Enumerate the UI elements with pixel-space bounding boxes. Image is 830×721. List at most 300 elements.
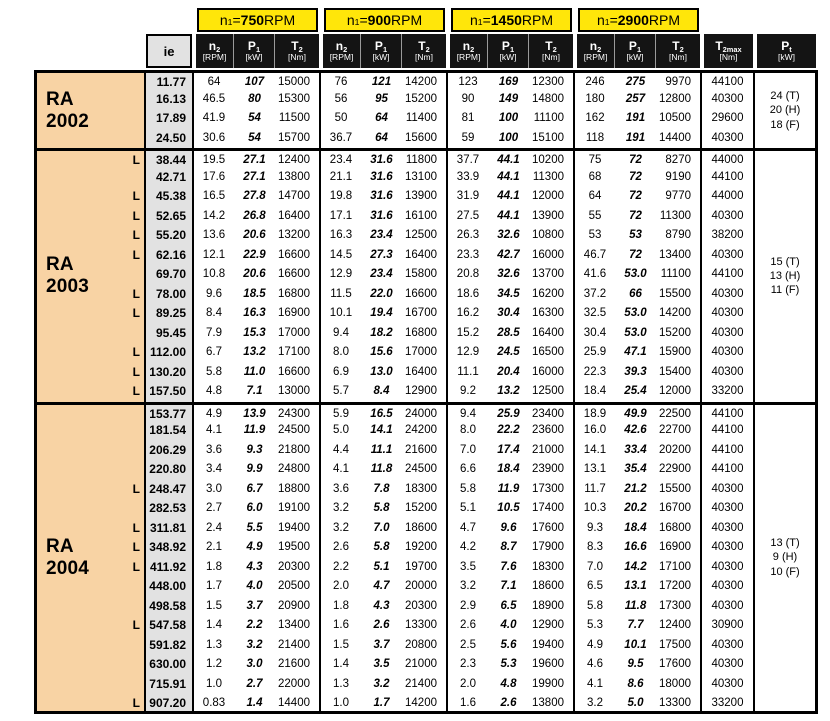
row-l-marker xyxy=(114,70,144,90)
cell-n2: 2.0 xyxy=(333,580,349,592)
cell-p1: 9.5 xyxy=(627,658,644,670)
cell-t2: 13800 xyxy=(529,694,575,714)
cell-t2: 14800 xyxy=(529,90,575,110)
row-l-marker xyxy=(114,324,144,344)
cell-t2max: 44100 xyxy=(702,441,755,461)
cell-t2: 17300 xyxy=(656,597,702,617)
cell-p1: 31.6 xyxy=(370,190,393,202)
cell-p1: 169 xyxy=(488,70,529,90)
cell-t2max: 40300 xyxy=(702,577,755,597)
cell-n2: 37.2 xyxy=(583,287,607,300)
cell-t2: 19100 xyxy=(275,499,321,519)
cell-p1: 14.2 xyxy=(624,560,647,573)
cell-t2max: 40300 xyxy=(702,655,755,675)
cell-p1: 31.6 xyxy=(370,170,393,183)
cell-t2: 10200 xyxy=(529,148,575,168)
cell-t2: 16000 xyxy=(529,363,575,383)
cell-p1: 5.3 xyxy=(500,658,517,670)
cell-p1: 5.1 xyxy=(373,560,390,573)
cell-p1: 5.0 xyxy=(615,694,656,714)
cell-t2: 15600 xyxy=(402,129,448,149)
cell-n2: 162 xyxy=(585,112,605,124)
cell-n2: 14.2 xyxy=(202,209,226,222)
cell-p1: 4.8 xyxy=(500,677,517,690)
cell-p1: 7.1 xyxy=(246,385,263,397)
cell-t2: 18900 xyxy=(529,597,575,617)
cell-n2: 31.9 xyxy=(456,190,480,202)
row-l-marker xyxy=(114,597,144,617)
row-ie-value: 498.58 xyxy=(144,597,194,617)
cell-p1: 121 xyxy=(361,70,402,90)
cell-n2: 3.2 xyxy=(575,694,615,714)
cell-p1: 11.0 xyxy=(243,365,266,378)
cell-t2: 11300 xyxy=(656,207,702,227)
cell-n2: 25.9 xyxy=(583,346,607,358)
cell-n2: 3.2 xyxy=(333,502,349,514)
cell-p1: 7.1 xyxy=(500,580,517,592)
cell-t2: 18000 xyxy=(656,675,702,695)
cell-p1: 107 xyxy=(234,70,275,90)
cell-p1: 13.1 xyxy=(624,580,647,592)
cell-n2: 7.0 xyxy=(460,443,476,456)
cell-n2: 3.2 xyxy=(460,580,476,592)
cell-t2: 17100 xyxy=(275,343,321,363)
cell-p1: 4.0 xyxy=(500,619,517,631)
cell-p1: 42.6 xyxy=(624,424,647,436)
cell-t2max: 40300 xyxy=(702,597,755,617)
cell-t2: 16500 xyxy=(529,343,575,363)
cell-p1: 13.0 xyxy=(370,365,393,378)
cell-n2: 16.0 xyxy=(583,424,607,436)
cell-p1: 11.9 xyxy=(497,482,520,495)
cell-p1: 2.6 xyxy=(488,694,529,714)
cell-p1: 44.1 xyxy=(497,190,520,202)
cell-t2: 21600 xyxy=(275,655,321,675)
row-l-marker xyxy=(114,441,144,461)
cell-n2: 1.8 xyxy=(333,599,349,612)
row-ie-value: 38.44 xyxy=(144,148,194,168)
cell-t2: 15000 xyxy=(275,70,321,90)
cell-t2: 21000 xyxy=(402,655,448,675)
row-l-marker xyxy=(114,402,144,422)
cell-p1: 47.1 xyxy=(624,346,647,358)
cell-n2: 21.1 xyxy=(329,170,353,183)
cell-t2max: 44000 xyxy=(702,187,755,207)
cell-p1: 24.5 xyxy=(497,346,520,358)
row-ie-value: 591.82 xyxy=(144,636,194,656)
cell-t2max: 30900 xyxy=(702,616,755,636)
cell-t2: 13900 xyxy=(529,207,575,227)
cell-p1: 3.2 xyxy=(373,677,390,690)
cell-n2: 3.6 xyxy=(206,443,222,456)
row-ie-value: 248.47 xyxy=(144,480,194,500)
cell-p1: 80 xyxy=(248,92,261,105)
cell-p1: 10.1 xyxy=(624,638,647,651)
cell-n2: 10.3 xyxy=(583,502,607,514)
cell-p1: 20.2 xyxy=(624,502,647,514)
cell-t2: 12400 xyxy=(275,148,321,168)
cell-p1: 15.6 xyxy=(370,346,393,358)
cell-t2: 17600 xyxy=(656,655,702,675)
cell-t2: 13900 xyxy=(402,187,448,207)
cell-n2: 5.8 xyxy=(460,482,476,495)
cell-t2max: 38200 xyxy=(702,226,755,246)
cell-p1: 7.8 xyxy=(373,482,390,495)
cell-p1: 72 xyxy=(629,170,642,183)
cell-p1: 42.7 xyxy=(497,248,520,261)
cell-n2: 2.6 xyxy=(333,541,349,553)
cell-n2: 8.3 xyxy=(587,541,603,553)
cell-n2: 9.2 xyxy=(460,385,476,397)
cell-n2: 4.7 xyxy=(460,521,476,534)
row-ie-value: 62.16 xyxy=(144,246,194,266)
cell-p1: 72 xyxy=(629,248,642,261)
cell-p1: 53.0 xyxy=(624,307,647,319)
cell-p1: 22.2 xyxy=(497,424,520,436)
cell-t2: 15500 xyxy=(656,285,702,305)
cell-t2: 18800 xyxy=(275,480,321,500)
cell-t2max: 33200 xyxy=(702,382,755,402)
speed-header-900rpm: n $_1$ = 900 RPM xyxy=(324,8,445,32)
cell-n2: 23.3 xyxy=(456,248,480,261)
cell-t2: 24000 xyxy=(402,402,448,422)
row-l-marker xyxy=(114,129,144,149)
cell-n2: 1.4 xyxy=(333,658,349,670)
cell-p1: 18.4 xyxy=(497,463,520,475)
row-l-marker: L xyxy=(114,343,144,363)
cell-n2: 10.1 xyxy=(329,307,353,319)
cell-n2: 12.9 xyxy=(329,268,353,280)
row-ie-value: 715.91 xyxy=(144,675,194,695)
cell-p1: 5.6 xyxy=(500,638,517,651)
cell-t2: 14400 xyxy=(656,129,702,149)
cell-p1: 7.6 xyxy=(500,560,517,573)
cell-p1: 2.7 xyxy=(246,677,263,690)
cell-n2: 16.2 xyxy=(456,307,480,319)
cell-t2: 15400 xyxy=(656,363,702,383)
cell-t2: 11100 xyxy=(656,265,702,285)
cell-t2: 14700 xyxy=(275,187,321,207)
cell-t2: 17000 xyxy=(402,343,448,363)
cell-t2: 16700 xyxy=(656,499,702,519)
cell-t2max: 40300 xyxy=(702,363,755,383)
cell-n2: 1.6 xyxy=(333,619,349,631)
cell-n2: 19.8 xyxy=(329,190,353,202)
cell-p1: 275 xyxy=(615,70,656,90)
cell-p1: 3.0 xyxy=(246,658,263,670)
row-ie-value: 181.54 xyxy=(144,421,194,441)
cell-p1: 13.2 xyxy=(243,346,266,358)
cell-p1: 8.7 xyxy=(500,541,517,553)
cell-p1: 16.6 xyxy=(624,541,647,553)
row-l-marker xyxy=(114,109,144,129)
row-l-marker: L xyxy=(114,694,144,714)
cell-n2: 18.4 xyxy=(583,385,607,397)
pt-note-ra-2003: 15 (T) 13 (H) 11 (F) xyxy=(755,148,818,402)
cell-t2max: 40300 xyxy=(702,246,755,266)
cell-n2: 64 xyxy=(588,190,602,202)
cell-p1: 3.2 xyxy=(246,638,263,651)
cell-t2: 13000 xyxy=(275,382,321,402)
cell-p1: 25.4 xyxy=(624,385,647,397)
row-ie-value: 45.38 xyxy=(144,187,194,207)
cell-p1: 16.5 xyxy=(361,402,402,422)
cell-n2: 1.5 xyxy=(206,599,222,612)
cell-n2: 1.3 xyxy=(333,677,349,690)
row-ie-value: 95.45 xyxy=(144,324,194,344)
cell-t2: 20300 xyxy=(402,597,448,617)
cell-t2max: 44100 xyxy=(702,460,755,480)
cell-t2: 17900 xyxy=(529,538,575,558)
model-label-ra-2003: RA 2003 xyxy=(34,148,114,402)
row-l-marker: L xyxy=(114,558,144,578)
cell-t2: 16400 xyxy=(402,246,448,266)
cell-t2: 13300 xyxy=(656,694,702,714)
cell-t2: 20900 xyxy=(275,597,321,617)
col-header-n2: $n_2$ [RPM] xyxy=(450,34,488,68)
cell-n2: 3.5 xyxy=(460,560,476,573)
cell-t2: 13700 xyxy=(529,265,575,285)
row-l-marker xyxy=(114,168,144,188)
cell-n2: 55 xyxy=(588,209,602,222)
cell-n2: 76 xyxy=(321,70,361,90)
cell-p1: 17.4 xyxy=(497,443,520,456)
cell-n2: 18.9 xyxy=(575,402,615,422)
row-ie-value: 411.92 xyxy=(144,558,194,578)
speed-header-1450rpm: n $_1$ = 1450 RPM xyxy=(451,8,572,32)
cell-p1: 72 xyxy=(629,209,642,222)
cell-t2: 16300 xyxy=(529,304,575,324)
row-ie-value: 112.00 xyxy=(144,343,194,363)
cell-n2: 1.4 xyxy=(206,619,222,631)
cell-p1: 8.6 xyxy=(627,677,644,690)
cell-p1: 19.4 xyxy=(370,307,393,319)
cell-n2: 17.1 xyxy=(329,209,353,222)
col-header-t2max: $T_{2max}$ [Nm] xyxy=(704,34,753,68)
cell-t2: 15700 xyxy=(275,129,321,149)
cell-t2: 16600 xyxy=(275,246,321,266)
cell-t2: 17300 xyxy=(529,480,575,500)
cell-t2: 17200 xyxy=(656,577,702,597)
cell-n2: 46.5 xyxy=(202,92,226,105)
row-ie-value: 16.13 xyxy=(144,90,194,110)
cell-t2: 14200 xyxy=(656,304,702,324)
cell-t2: 24500 xyxy=(402,460,448,480)
cell-n2: 4.1 xyxy=(206,424,222,436)
cell-n2: 16.5 xyxy=(202,190,226,202)
cell-t2max: 44100 xyxy=(702,168,755,188)
row-ie-value: 89.25 xyxy=(144,304,194,324)
cell-t2: 11100 xyxy=(529,109,575,129)
cell-t2: 21600 xyxy=(402,441,448,461)
cell-n2: 4.2 xyxy=(460,541,476,553)
row-l-marker xyxy=(114,460,144,480)
cell-t2: 16600 xyxy=(275,265,321,285)
cell-n2: 12.9 xyxy=(456,346,480,358)
cell-p1: 23.4 xyxy=(370,268,393,280)
cell-t2max: 44000 xyxy=(702,148,755,168)
cell-t2: 11400 xyxy=(402,109,448,129)
cell-p1: 9.3 xyxy=(246,443,263,456)
row-l-marker: L xyxy=(114,207,144,227)
cell-t2max: 40300 xyxy=(702,90,755,110)
cell-t2max: 40300 xyxy=(702,675,755,695)
cell-n2: 12.1 xyxy=(202,248,226,261)
cell-t2: 13800 xyxy=(275,168,321,188)
cell-p1: 9.9 xyxy=(246,463,263,475)
cell-p1: 49.9 xyxy=(615,402,656,422)
row-l-marker xyxy=(114,265,144,285)
cell-p1: 31.6 xyxy=(370,209,393,222)
cell-n2: 33.9 xyxy=(456,170,480,183)
cell-p1: 26.8 xyxy=(243,209,266,222)
cell-t2: 21400 xyxy=(402,675,448,695)
cell-t2: 9190 xyxy=(656,168,702,188)
cell-t2max: 40300 xyxy=(702,538,755,558)
row-l-marker: L xyxy=(114,226,144,246)
cell-t2: 22000 xyxy=(275,675,321,695)
cell-t2: 18600 xyxy=(529,577,575,597)
cell-p1: 18.4 xyxy=(624,521,647,534)
cell-p1: 5.8 xyxy=(373,502,390,514)
cell-t2: 19900 xyxy=(529,675,575,695)
cell-t2: 17100 xyxy=(656,558,702,578)
cell-p1: 72 xyxy=(615,148,656,168)
cell-n2: 9.4 xyxy=(333,326,349,339)
cell-t2: 17600 xyxy=(529,519,575,539)
model-label-ra-2002: RA 2002 xyxy=(34,70,114,148)
cell-p1: 5.5 xyxy=(246,521,263,534)
cell-n2: 4.4 xyxy=(333,443,349,456)
cell-p1: 44.1 xyxy=(488,148,529,168)
cell-p1: 191 xyxy=(625,131,646,144)
cell-n2: 5.8 xyxy=(206,365,222,378)
row-ie-value: 907.20 xyxy=(144,694,194,714)
cell-p1: 20.6 xyxy=(243,229,266,241)
pt-note-ra-2002: 24 (T) 20 (H) 18 (F) xyxy=(755,70,818,148)
cell-n2: 180 xyxy=(585,92,605,105)
cell-t2: 16600 xyxy=(402,285,448,305)
cell-n2: 41.9 xyxy=(202,112,226,124)
row-ie-value: 630.00 xyxy=(144,655,194,675)
row-l-marker xyxy=(114,577,144,597)
col-header-t2: $T_2$ [Nm] xyxy=(275,34,319,68)
cell-n2: 90 xyxy=(461,92,475,105)
cell-p1: 30.4 xyxy=(497,307,520,319)
cell-t2: 11500 xyxy=(275,109,321,129)
cell-p1: 53.0 xyxy=(624,268,647,280)
cell-t2max: 40300 xyxy=(702,285,755,305)
cell-p1: 32.6 xyxy=(497,268,520,280)
cell-t2: 20500 xyxy=(275,577,321,597)
cell-p1: 11.1 xyxy=(370,443,393,456)
cell-t2: 15900 xyxy=(656,343,702,363)
cell-t2: 24500 xyxy=(275,421,321,441)
cell-p1: 23.4 xyxy=(370,229,393,241)
cell-p1: 2.6 xyxy=(373,619,390,631)
cell-t2: 22500 xyxy=(656,402,702,422)
row-l-marker: L xyxy=(114,187,144,207)
cell-n2: 5.0 xyxy=(333,424,349,436)
cell-t2: 12000 xyxy=(529,187,575,207)
row-l-marker: L xyxy=(114,304,144,324)
col-header-t2: $T_2$ [Nm] xyxy=(656,34,700,68)
cell-t2: 19400 xyxy=(529,636,575,656)
cell-n2: 59 xyxy=(461,131,475,144)
col-header-n2: $n_2$ [RPM] xyxy=(577,34,615,68)
cell-t2max: 29600 xyxy=(702,109,755,129)
cell-t2max: 40300 xyxy=(702,129,755,149)
cell-p1: 13.9 xyxy=(234,402,275,422)
cell-t2max: 44100 xyxy=(702,70,755,90)
cell-t2: 22700 xyxy=(656,421,702,441)
cell-t2max: 40300 xyxy=(702,558,755,578)
cell-t2: 20200 xyxy=(656,441,702,461)
cell-t2: 8270 xyxy=(656,148,702,168)
cell-t2: 16600 xyxy=(275,363,321,383)
cell-p1: 22.9 xyxy=(243,248,266,261)
cell-p1: 11.8 xyxy=(624,599,647,612)
cell-t2: 16800 xyxy=(656,519,702,539)
row-l-marker: L xyxy=(114,246,144,266)
cell-p1: 53.0 xyxy=(624,326,647,339)
cell-p1: 4.7 xyxy=(373,580,390,592)
col-header-p1: $P_1$ [kW] xyxy=(361,34,402,68)
cell-n2: 68 xyxy=(588,170,602,183)
cell-n2: 36.7 xyxy=(329,131,353,144)
cell-t2: 9770 xyxy=(656,187,702,207)
cell-p1: 64 xyxy=(375,112,388,124)
cell-p1: 5.8 xyxy=(373,541,390,553)
cell-n2: 7.0 xyxy=(587,560,603,573)
cell-n2: 30.6 xyxy=(202,131,226,144)
row-l-marker: L xyxy=(114,363,144,383)
cell-p1: 35.4 xyxy=(624,463,647,475)
cell-n2: 37.7 xyxy=(448,148,488,168)
cell-p1: 3.5 xyxy=(373,658,390,670)
cell-t2: 21400 xyxy=(275,636,321,656)
row-ie-value: 11.77 xyxy=(144,70,194,90)
cell-n2: 2.6 xyxy=(460,619,476,631)
cell-n2: 32.5 xyxy=(583,307,607,319)
cell-n2: 6.9 xyxy=(333,365,349,378)
cell-n2: 46.7 xyxy=(583,248,607,261)
cell-t2: 16400 xyxy=(402,363,448,383)
cell-p1: 8.4 xyxy=(373,385,390,397)
cell-t2: 12400 xyxy=(656,616,702,636)
row-ie-value: 42.71 xyxy=(144,168,194,188)
cell-t2: 16800 xyxy=(402,324,448,344)
cell-t2: 16400 xyxy=(529,324,575,344)
row-ie-value: 130.20 xyxy=(144,363,194,383)
cell-n2: 50 xyxy=(334,112,348,124)
cell-t2: 15100 xyxy=(529,129,575,149)
row-l-marker xyxy=(114,421,144,441)
cell-t2: 24800 xyxy=(275,460,321,480)
cell-t2: 11300 xyxy=(529,168,575,188)
cell-t2: 15500 xyxy=(656,480,702,500)
cell-t2max: 40300 xyxy=(702,207,755,227)
cell-n2: 11.7 xyxy=(584,482,606,495)
cell-n2: 118 xyxy=(585,131,605,144)
cell-t2max: 40300 xyxy=(702,343,755,363)
row-l-marker: L xyxy=(114,148,144,168)
cell-n2: 246 xyxy=(575,70,615,90)
cell-p1: 31.6 xyxy=(361,148,402,168)
col-header-t2: $T_2$ [Nm] xyxy=(529,34,573,68)
cell-p1: 32.6 xyxy=(497,229,520,241)
cell-n2: 6.5 xyxy=(587,580,603,592)
